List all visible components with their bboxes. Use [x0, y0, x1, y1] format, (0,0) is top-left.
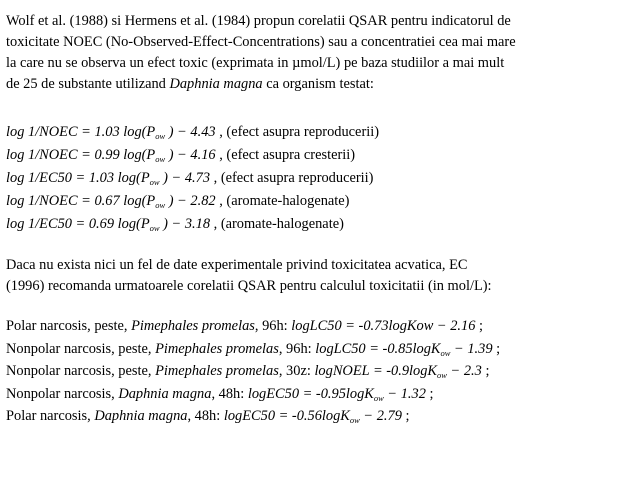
formula-subscript: ow [155, 200, 166, 210]
equation-formula [6, 216, 210, 232]
equation-note: , (efect asupra reproducerii) [215, 124, 380, 140]
correlation-formula [224, 408, 402, 424]
species-name: Pimephales promelas [155, 363, 279, 379]
intro-line: toxicitate NOEC (No-Observed-Effect-Concentrations) sau a concentratiei cea mai mare [6, 34, 516, 50]
correlation-formula [291, 318, 475, 334]
correlation-prefix: Nonpolar narcosis, peste, [6, 363, 156, 379]
correlation-line [6, 383, 500, 406]
formula-text: log 1/EC50 = 0.69 log(P [6, 216, 150, 232]
formula-text: log 1/NOEC = 0.67 log(P [6, 193, 156, 209]
correlation-end: ; [481, 363, 490, 379]
correlation-formula [248, 386, 426, 402]
correlation-prefix: Nonpolar narcosis, peste, [6, 340, 156, 357]
equation-line [6, 167, 379, 190]
species-name: Pimephales promelas [155, 340, 279, 357]
formula-text: ) − 4.43 [165, 124, 216, 140]
species-name: Daphnia magna [118, 385, 212, 402]
correlation-end: ; [425, 385, 434, 402]
intro-line: la care nu se observa un efect toxic (exprimata in µmol/L) pe baza studiilor a mai mult [6, 55, 505, 71]
formula-subscript: ow [437, 370, 447, 380]
formula-subscript: ow [155, 154, 166, 164]
correlation-line [6, 315, 500, 338]
correlation-duration: , 30z: [278, 363, 315, 379]
formula-text: log 1/NOEC = 0.99 log(P [6, 147, 156, 163]
formula-subscript: ow [149, 223, 160, 233]
formula-text: logNOEL = -0.9logK [314, 363, 438, 379]
formula-text: − 2.3 [446, 363, 482, 379]
equation-formula [6, 147, 216, 163]
correlation-formula [315, 341, 492, 357]
species-name: Daphnia magna [169, 76, 263, 92]
formula-text: logLC50 = -0.85logK [315, 340, 441, 357]
equation-note: , (aromate-halogenate) [215, 193, 350, 209]
correlation-duration: , 48h: [211, 385, 248, 402]
formula-text: ) − 3.18 [159, 216, 211, 232]
correlation-duration: , 96h: [254, 318, 292, 334]
equation-note: , (aromate-halogenate) [210, 216, 344, 232]
equation-note: , (efect asupra cresterii) [215, 147, 356, 163]
formula-text: logLC50 = -0.73logKow − 2.16 [291, 318, 476, 334]
formula-text: log 1/EC50 = 1.03 log(P [6, 170, 150, 186]
intro-line [6, 74, 516, 95]
equation-formula [6, 193, 216, 209]
equation-list [6, 121, 379, 236]
equation-line [6, 190, 379, 213]
correlation-end: ; [475, 318, 484, 334]
equation-line [6, 121, 379, 144]
species-name: Pimephales promelas [131, 318, 255, 334]
equation-formula [6, 124, 216, 140]
correlation-prefix: Polar narcosis, peste, [6, 318, 132, 334]
formula-text: ) − 2.82 [165, 193, 216, 209]
intro-text: ca organism testat: [262, 76, 374, 92]
correlation-end: ; [492, 340, 501, 357]
formula-subscript: ow [349, 415, 360, 425]
correlation-line [6, 360, 500, 383]
intro-line: Wolf et al. (1988) si Hermens et al. (1984) propun corelatii QSAR pentru indicatorul de [6, 13, 511, 29]
correlation-list [6, 315, 500, 428]
formula-text: logEC50 = -0.95logK [247, 385, 374, 402]
formula-subscript: ow [373, 392, 384, 403]
equation-formula [6, 170, 210, 186]
correlation-prefix: Polar narcosis, [6, 408, 95, 424]
equation-note: , (efect asupra reproducerii) [210, 170, 374, 186]
correlation-line [6, 338, 500, 361]
formula-text: − 1.39 [450, 340, 493, 357]
formula-subscript: ow [440, 347, 451, 358]
formula-text: logEC50 = -0.56logK [223, 408, 350, 424]
equation-line [6, 144, 379, 167]
ec-line: (1996) recomanda urmatoarele corelatii QSAR pentru calculul toxicitatii (in mol/L): [6, 278, 492, 294]
formula-text: log 1/NOEC = 1.03 log(P [6, 124, 156, 140]
ec-paragraph [6, 255, 492, 297]
formula-text: − 2.79 [359, 408, 402, 424]
intro-text: de 25 de substante utilizand [6, 76, 170, 92]
formula-text: ) − 4.16 [165, 147, 216, 163]
intro-paragraph [6, 11, 516, 95]
correlation-line [6, 405, 500, 428]
correlation-end: ; [401, 408, 410, 424]
correlation-prefix: Nonpolar narcosis, [6, 385, 119, 402]
equation-line [6, 213, 379, 236]
formula-text: ) − 4.73 [159, 170, 211, 186]
formula-text: − 1.32 [383, 385, 426, 402]
correlation-formula [314, 363, 481, 379]
species-name: Daphnia magna [94, 408, 188, 424]
formula-subscript: ow [149, 177, 160, 187]
correlation-duration: , 48h: [187, 408, 224, 424]
formula-subscript: ow [155, 131, 166, 141]
correlation-duration: , 96h: [278, 340, 316, 357]
ec-line: Daca nu exista nici un fel de date experimentale privind toxicitatea acvatica, EC [6, 257, 468, 273]
